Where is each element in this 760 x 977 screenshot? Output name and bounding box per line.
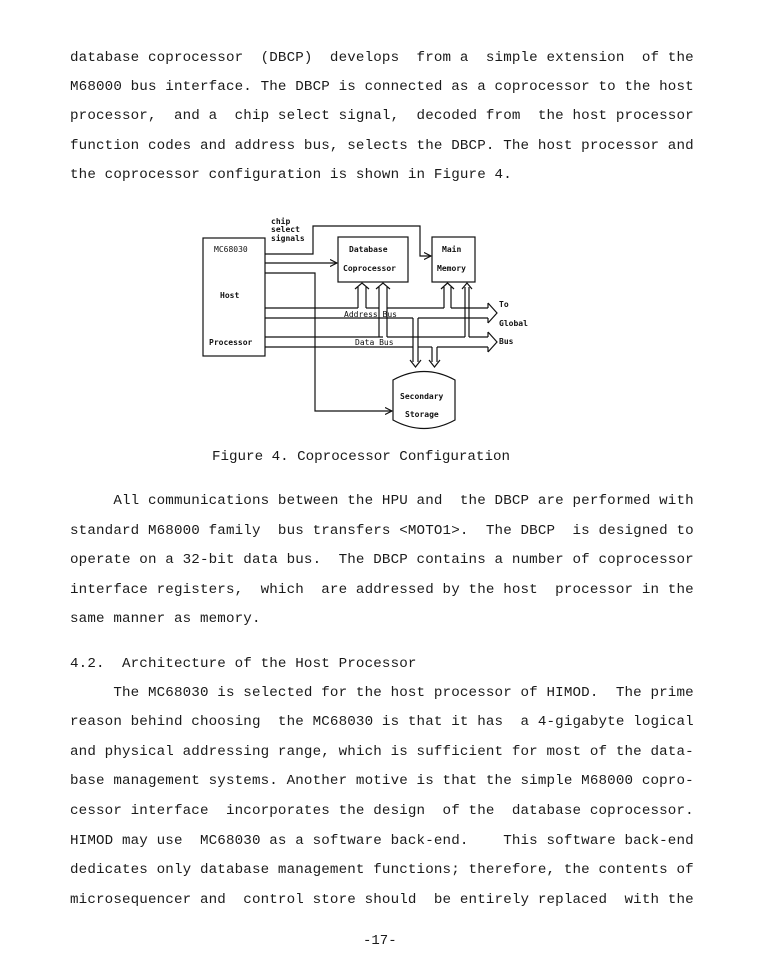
text-line: standard M68000 family bus transfers <MOTO1>. The DBCP is designed to [70, 523, 694, 539]
page-number: -17- [363, 933, 397, 949]
text-line: same manner as memory. [70, 611, 261, 627]
text-line: interface registers, which are addressed by the host processor in the [70, 582, 694, 598]
dbcp-label: Database [349, 245, 388, 254]
text-line: database coprocessor (DBCP) develops from a simple extension of the [70, 50, 694, 66]
dbcp-label: Coprocessor [343, 264, 396, 273]
chip-select-label: signals [271, 234, 305, 243]
host-label: Host [220, 291, 240, 300]
text-line: and physical addressing range, which is sufficient for most of the data- [70, 744, 694, 760]
chip-select-label: select [271, 225, 300, 234]
memory-label: Memory [437, 264, 466, 273]
chip-select-label: chip [271, 217, 291, 226]
storage-data-connector [429, 347, 440, 367]
host-label: MC68030 [214, 245, 248, 254]
text-line: processor, and a chip select signal, decoded from the host processor [70, 108, 694, 124]
text-line: HIMOD may use MC68030 as a software back-end. This software back-end [70, 833, 694, 849]
text-line: function codes and address bus, selects the DBCP. The host processor and [70, 138, 694, 154]
memory-label: Main [442, 245, 462, 254]
address-bus-label: Address Bus [344, 310, 397, 319]
text-line: The MC68030 is selected for the host processor of HIMOD. The prime [70, 685, 694, 701]
host-label: Processor [209, 338, 253, 347]
storage-label: Storage [405, 410, 439, 419]
text-line: All communications between the HPU and the DBCP are performed with [70, 493, 694, 509]
text-line: base management systems. Another motive is that the simple M68000 copro- [70, 773, 694, 789]
global-bus-label: Global [499, 319, 528, 328]
text-line: the coprocessor configuration is shown in Figure 4. [70, 167, 512, 183]
text-line: cessor interface incorporates the design of the database coprocessor. [70, 803, 694, 819]
storage-address-connector [410, 318, 421, 367]
figure-caption: Figure 4. Coprocessor Configuration [212, 449, 510, 465]
text-line: operate on a 32-bit data bus. The DBCP contains a number of coprocessor [70, 552, 694, 568]
data-bus-label: Data Bus [355, 338, 394, 347]
main-memory-box [432, 237, 475, 282]
global-bus-label: Bus [499, 337, 514, 346]
storage-label: Secondary [400, 392, 444, 401]
database-coprocessor-box [338, 237, 408, 282]
section-heading: 4.2. Architecture of the Host Processor [70, 656, 417, 672]
dbcp-address-connector [355, 283, 369, 308]
text-line: reason behind choosing the MC68030 is that it has a 4-gigabyte logical [70, 714, 694, 730]
text-line: M68000 bus interface. The DBCP is connected as a coprocessor to the host [70, 79, 694, 95]
memory-data-connector [462, 283, 472, 337]
text-line: microsequencer and control store should be entirely replaced with the [70, 892, 694, 908]
global-bus-label: To [499, 300, 509, 309]
memory-address-connector [441, 283, 454, 308]
text-line: dedicates only database management functions; therefore, the contents of [70, 862, 694, 878]
